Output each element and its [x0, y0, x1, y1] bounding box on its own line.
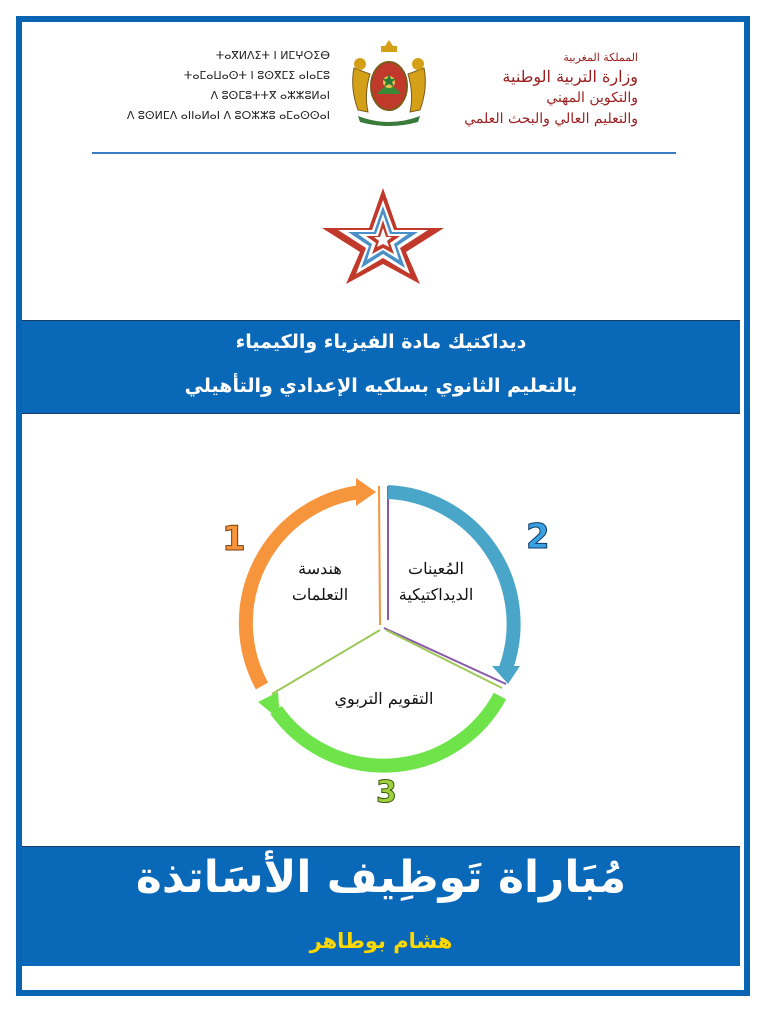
coat-of-arms-icon: [348, 38, 430, 126]
subject-line-2: بالتعليم الثانوي بسلكيه الإعدادي والتأهيلي: [184, 375, 578, 397]
segment-label-1a: هندسة: [298, 559, 342, 578]
segment-label-2a: المُعينات: [408, 559, 464, 578]
segment-number-2: 2: [526, 517, 550, 557]
cycle-diagram: [200, 470, 570, 810]
arabic-header-line: وزارة التربية الوطنية: [502, 67, 638, 86]
arrow-head-2: [492, 666, 520, 684]
arabic-header: [428, 50, 638, 130]
segment-number-1: 1: [222, 519, 246, 559]
arrow-head-1: [356, 478, 376, 506]
segment-label-2b: الديداكتيكية: [398, 585, 474, 604]
star-icon: [318, 186, 448, 286]
bottom-strip: [22, 966, 740, 984]
segment-label-1b: التعلمات: [291, 585, 349, 604]
tifinagh-line: ⵜⴰⴳⵍⴷⵉⵜ ⵏ ⵍⵎⵖⵔⵉⴱ: [215, 49, 330, 62]
tifinagh-header: [100, 46, 330, 126]
page-title: مُبَاراة تَوظِيف الأسَاتذة: [135, 852, 627, 903]
author-name: هشام بوطاهر: [309, 929, 453, 953]
subject-line-1: ديداكتيك مادة الفيزياء والكيمياء: [235, 331, 527, 353]
header-divider: [92, 152, 676, 154]
divider-line: [386, 630, 502, 688]
divider-line: [384, 628, 506, 684]
arrow-head-3: [258, 692, 280, 720]
subject-band: [22, 320, 740, 414]
title-band: [22, 846, 740, 968]
arc-segment-2: [388, 492, 514, 668]
tifinagh-line: ⴷ ⵓⵙⵍⵎⴷ ⴰⵏⵏⴰⵍⴰⵏ ⴷ ⵓⵔⵣⵣⵓ ⴰⵎⴰⵙⵙⴰⵏ: [126, 109, 330, 122]
segment-label-3: التقويم التربوي: [334, 689, 434, 708]
segment-number-3: 3: [376, 775, 397, 810]
tifinagh-line: ⵜⴰⵎⴰⵡⴰⵙⵜ ⵏ ⵓⵙⴳⵎⵉ ⴰⵏⴰⵎⵓ: [183, 69, 330, 82]
tifinagh-line: ⴷ ⵓⵙⵎⵓⵜⵜⴳ ⴰⵣⵣⵓⵍⴰⵏ: [210, 89, 330, 102]
divider-line: [272, 630, 380, 694]
arabic-header-line: المملكة المغربية: [563, 51, 638, 64]
arabic-header-line: والتكوين المهني: [546, 90, 638, 106]
divider-line: [379, 486, 380, 625]
arabic-header-line: والتعليم العالي والبحث العلمي: [464, 111, 638, 127]
